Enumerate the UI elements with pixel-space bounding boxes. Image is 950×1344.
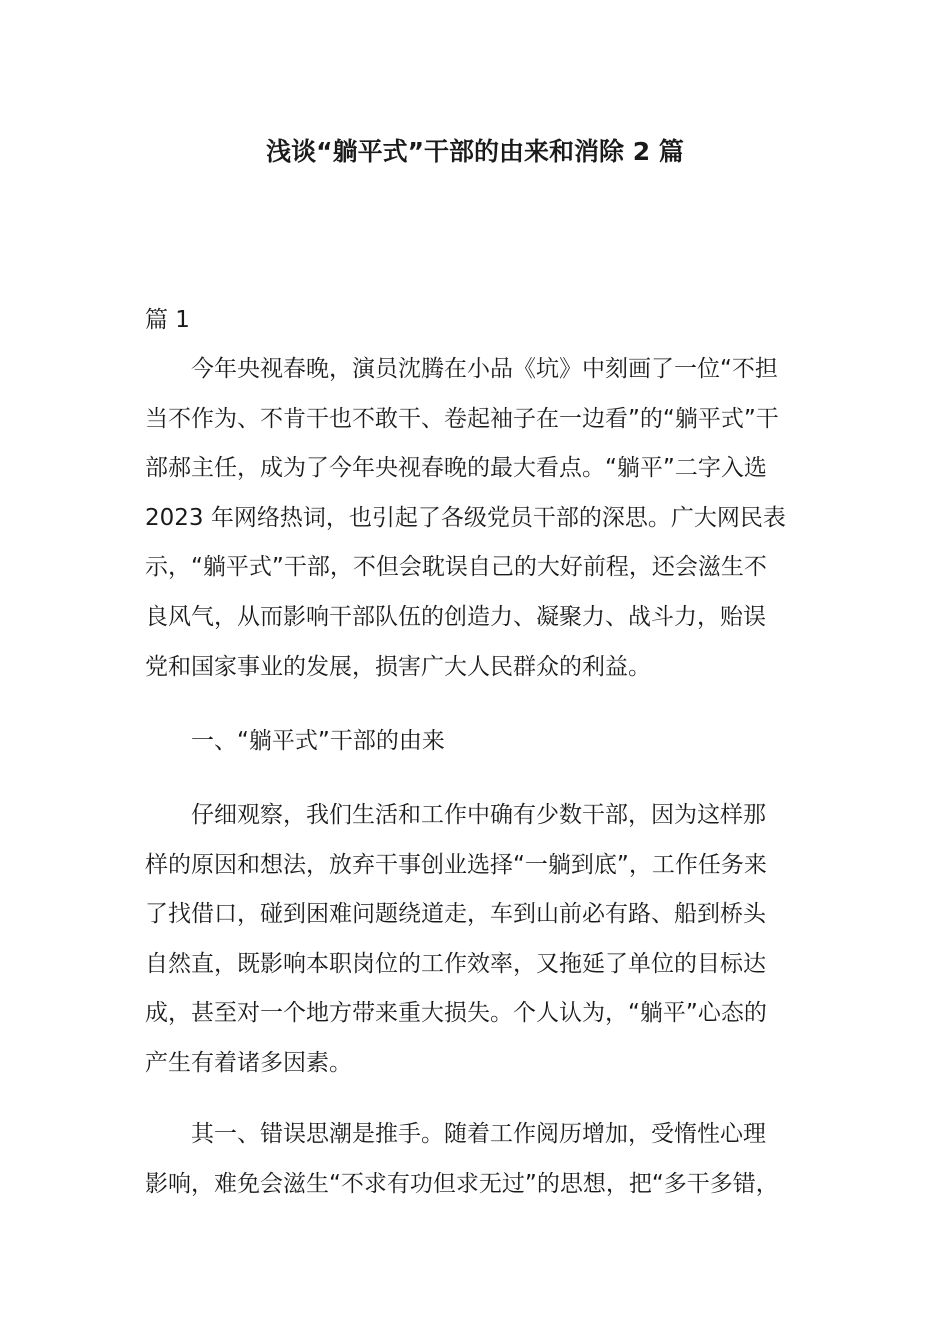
document-title: 浅谈“躺平式”干部的由来和消除 2 篇 <box>266 137 684 166</box>
section-label: 篇 1 <box>145 307 190 333</box>
section-heading-origin: 一、“躺平式”干部的由来 <box>191 728 445 754</box>
paragraph-reason-one: 其一、错误思潮是推手。随着工作阅历增加，受惰性心理 影响，难免会滋生“不求有功但求无过”的思想，把“多干多错， <box>145 1121 779 1197</box>
paragraph-observation: 仔细观察，我们生活和工作中确有少数干部，因为这样那 样的原因和想法，放弃干事创业选择“一躺到底”，工作任务来 了找借口，碰到困难问题绕道走，车到山前必有路、船到桥头 自然直，既影响本职岗位的工作效率，又拖延了单位的目标达 成，甚至对一个地方带来重大损失。个人认为，“躺平”心态的 产生有着诸多因素。 <box>145 802 767 1076</box>
paragraph-intro: 今年央视春晚，演员沈腾在小品《坑》中刻画了一位“不担 当不作为、不肯干也不敢干、卷起袖子在一边看”的“躺平式”干 部郝主任，成为了今年央视春晚的最大看点。“躺平”二字入选 2023 年网络热词，也引起了各级党员干部的深思。广大网民表 示，“躺平式”干部，不但会耽误自己的大好前程，还会滋生不 良风气，从而影响干部队伍的创造力、凝聚力、战斗力，贻误 党和国家事业的发展，损害广大人民群众的利益。 <box>145 356 786 680</box>
